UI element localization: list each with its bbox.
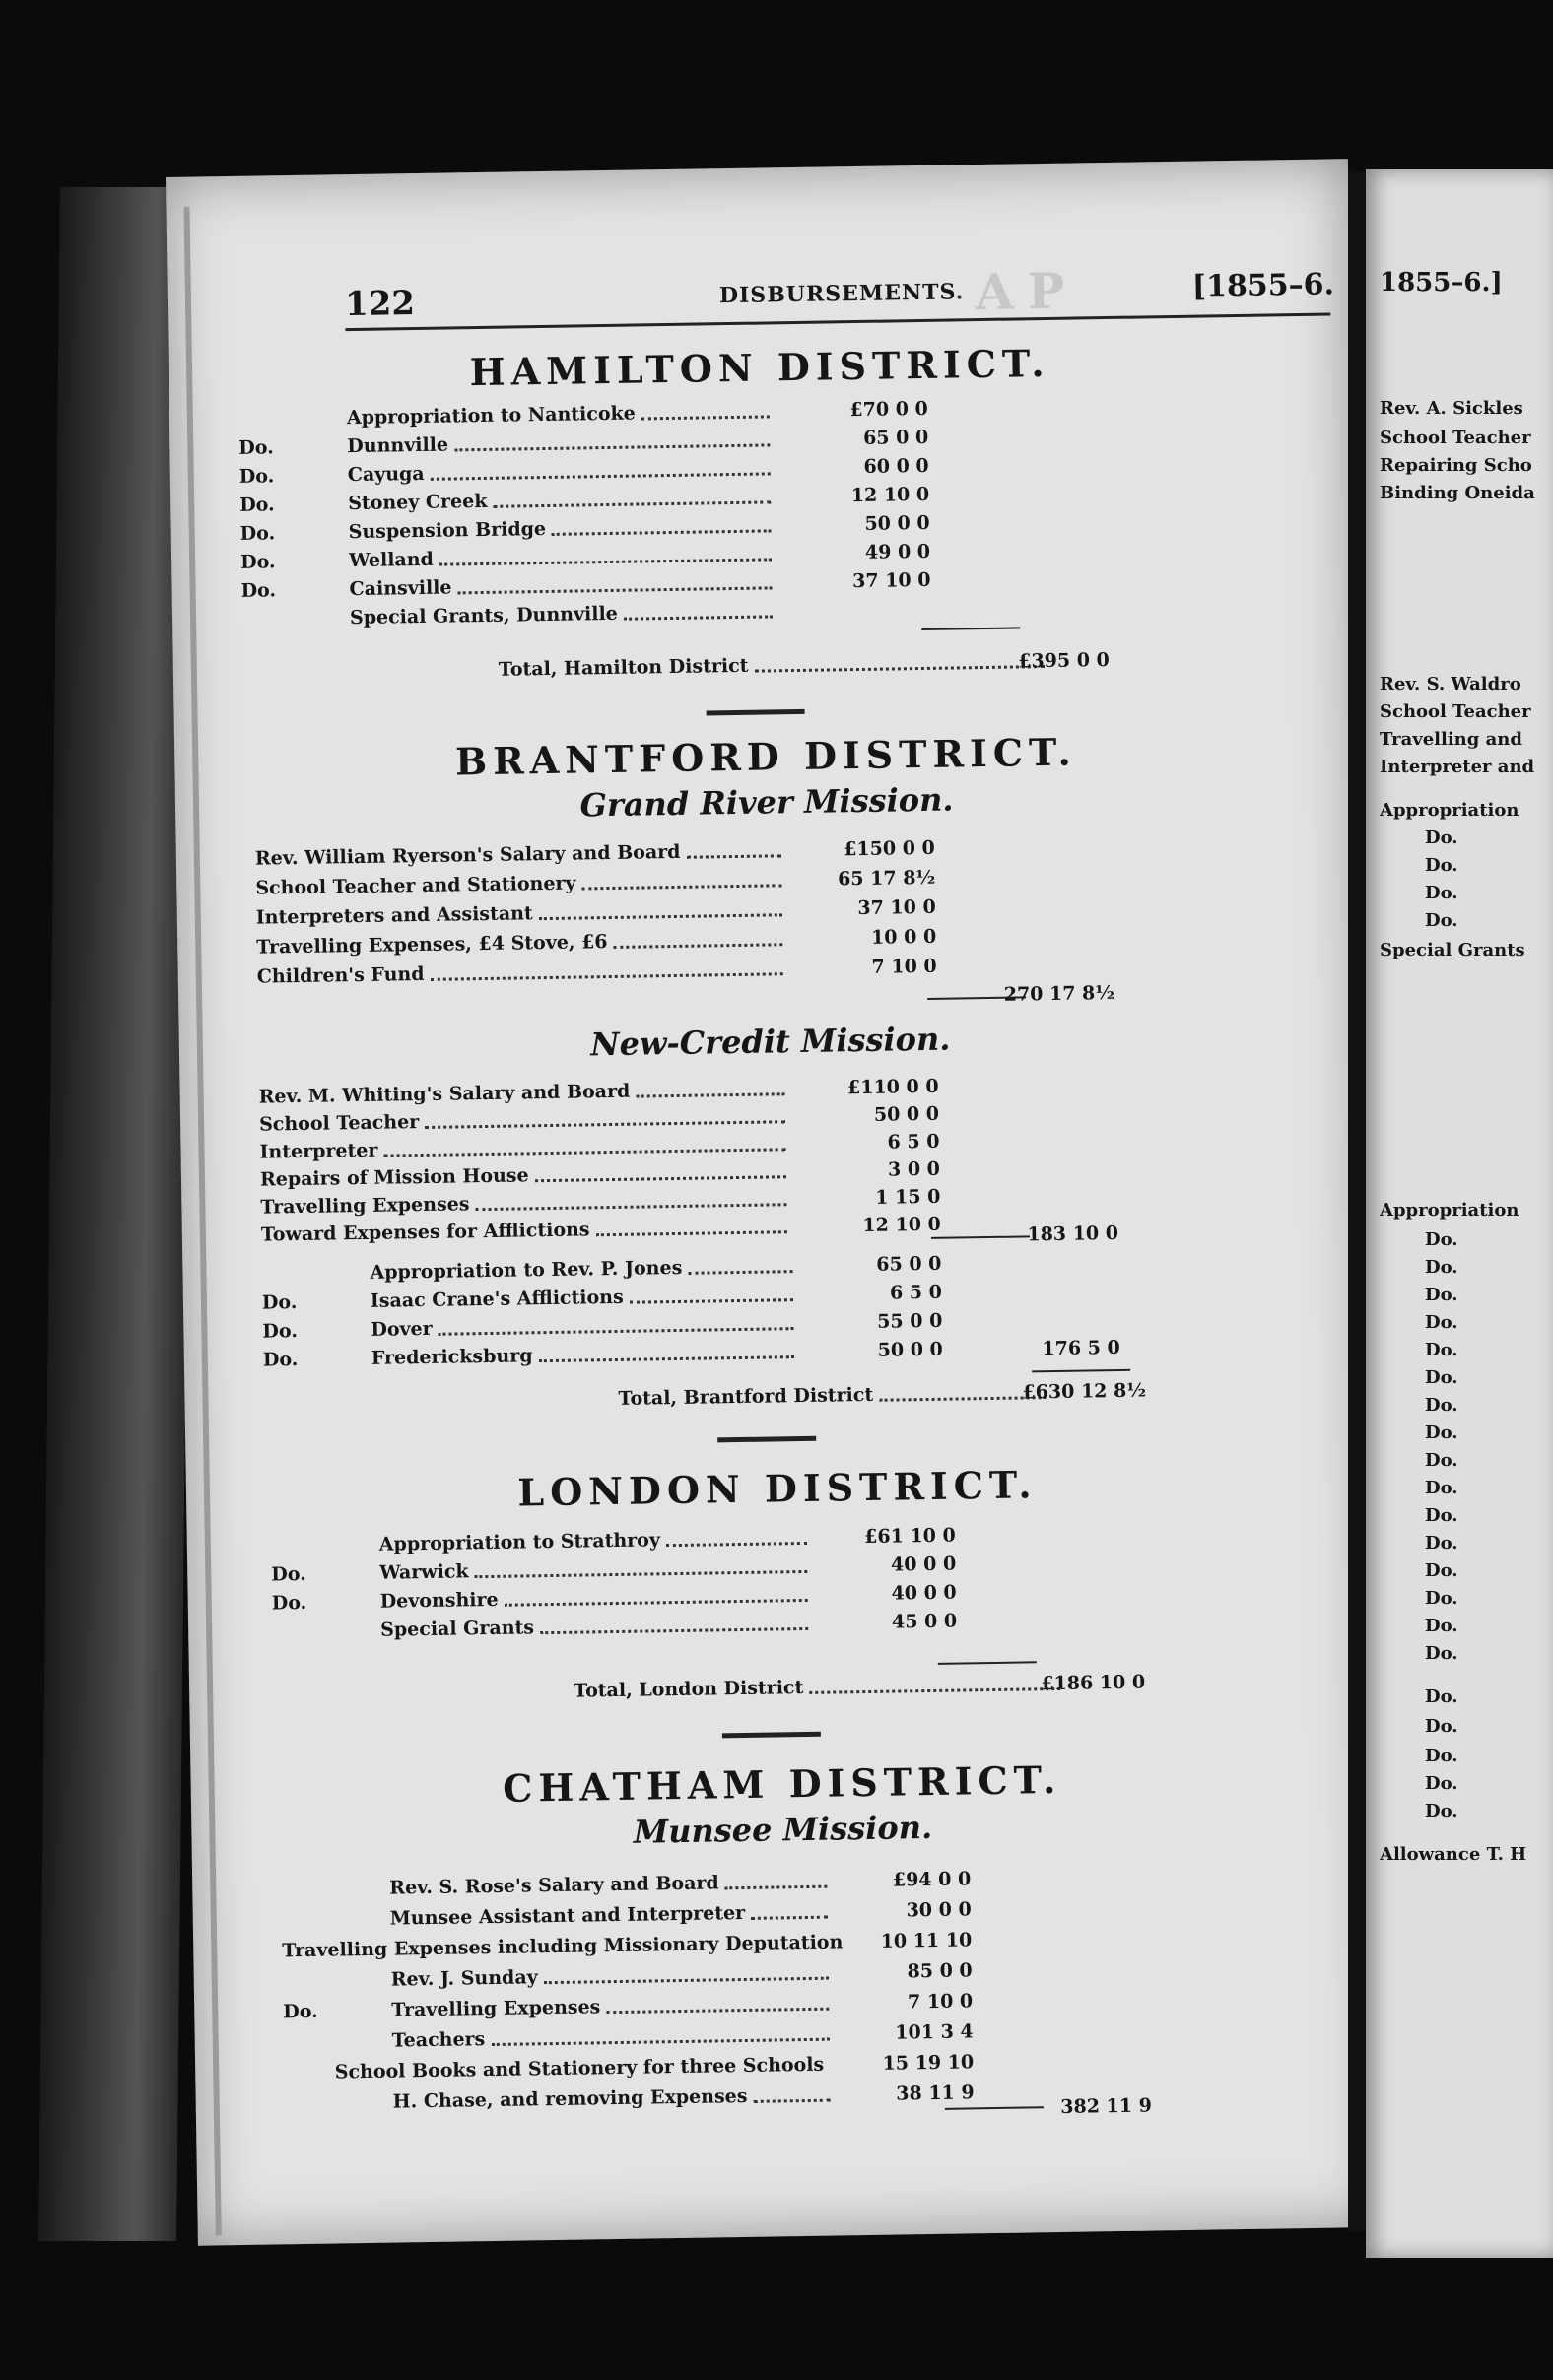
right-page-item: Do. bbox=[1425, 1257, 1458, 1278]
right-page-edge bbox=[1366, 169, 1553, 2258]
right-page-item: Do. bbox=[1425, 1801, 1458, 1821]
ledger-row-amount: 55 0 0 bbox=[877, 1309, 943, 1333]
right-page-item: Do. bbox=[1425, 827, 1458, 848]
new-credit-subtotal: 183 10 0 bbox=[1027, 1222, 1119, 1246]
right-page-item: Do. bbox=[1425, 1285, 1458, 1305]
ledger-row-amount: 12 10 0 bbox=[862, 1213, 941, 1237]
ledger-row-amount: 40 0 0 bbox=[891, 1581, 957, 1605]
page-number: 122 bbox=[344, 284, 416, 325]
ledger-row-label: Cainsville bbox=[349, 576, 452, 601]
ledger-row-label: Appropriation to Nanticoke bbox=[346, 402, 636, 430]
right-page-item: Do. bbox=[1425, 1422, 1458, 1443]
ledger-row-amount: 45 0 0 bbox=[891, 1610, 958, 1633]
leader-dots bbox=[491, 2037, 829, 2045]
ledger-row-amount: 37 10 0 bbox=[852, 568, 931, 593]
ledger-row-amount: 85 0 0 bbox=[907, 1959, 973, 1983]
ledger-row-amount: £110 0 0 bbox=[846, 1075, 939, 1099]
ledger-row-amount: £150 0 0 bbox=[844, 836, 935, 861]
ditto-mark bbox=[241, 618, 350, 620]
brantford-total-amount: £630 12 8½ bbox=[1022, 1379, 1147, 1404]
ditto-mark bbox=[284, 2041, 392, 2043]
right-page-item: Interpreter and bbox=[1380, 757, 1535, 777]
ditto-mark: Do. bbox=[271, 1591, 307, 1615]
leader-dots bbox=[688, 1270, 792, 1275]
grand-river-subtotal: 270 17 8½ bbox=[1003, 981, 1115, 1006]
ledger-row-label: Travelling Expenses, £4 Stove, £6 bbox=[256, 931, 608, 959]
leader-dots bbox=[606, 2007, 829, 2014]
ledger-row-amount: 30 0 0 bbox=[906, 1898, 972, 1922]
ledger-row-amount: 15 19 10 bbox=[882, 2051, 975, 2075]
ledger-row-label: Rev. William Ryerson's Salary and Board bbox=[254, 840, 681, 870]
ditto-mark bbox=[282, 1919, 390, 1921]
ledger-row-amount: 6 5 0 bbox=[887, 1130, 940, 1154]
ditto-mark: Do. bbox=[238, 465, 275, 488]
section-separator bbox=[707, 709, 805, 716]
leader-dots bbox=[552, 529, 772, 535]
ledger-row-label: Warwick bbox=[379, 1560, 469, 1584]
ledger-row-amount: 60 0 0 bbox=[863, 454, 929, 478]
ledger-row-label: Travelling Expenses including Missionary Deputation bbox=[282, 1931, 844, 1962]
leader-dots bbox=[725, 1884, 828, 1889]
right-page-item: Special Grants bbox=[1380, 940, 1525, 960]
leader-dots bbox=[431, 472, 771, 480]
ledger-row-label: Interpreters and Assistant bbox=[255, 902, 533, 929]
right-page-item: Travelling and bbox=[1380, 729, 1522, 750]
ledger-row-amount: 49 0 0 bbox=[864, 540, 931, 563]
right-page-item: Do. bbox=[1425, 1686, 1458, 1707]
ditto-mark bbox=[285, 2102, 393, 2104]
ledger-row-label: Fredericksburg bbox=[371, 1345, 533, 1369]
ledger-row-amount: 12 10 0 bbox=[850, 483, 930, 507]
ledger-row-amount: 65 17 8½ bbox=[837, 866, 936, 891]
right-page-item: Do. bbox=[1425, 1340, 1458, 1360]
right-page-item: Do. bbox=[1425, 910, 1458, 931]
hamilton-total-label: Total, Hamilton District bbox=[498, 654, 749, 681]
chatham-district-heading: CHATHAM DISTRICT. bbox=[502, 1756, 1062, 1811]
leader-dots bbox=[624, 615, 773, 620]
right-page-item: Do. bbox=[1425, 1312, 1458, 1333]
right-page-item: Do. bbox=[1425, 883, 1458, 903]
ditto-mark: Do. bbox=[239, 522, 276, 545]
ledger-row-amount: 101 3 4 bbox=[895, 2020, 974, 2044]
right-page-item: Binding Oneida bbox=[1380, 483, 1535, 503]
leader-dots bbox=[476, 1203, 787, 1211]
ledger-row-label: Special Grants, Dunnville bbox=[349, 602, 618, 629]
ledger-row-label: H. Chase, and removing Expenses bbox=[392, 2084, 748, 2113]
ledger-row-amount: £94 0 0 bbox=[892, 1868, 972, 1891]
ledger-row-label: Repairs of Mission House bbox=[259, 1164, 529, 1191]
section-separator bbox=[717, 1436, 816, 1443]
leader-dots bbox=[505, 1598, 808, 1606]
ledger-row-amount: 40 0 0 bbox=[890, 1553, 957, 1576]
leader-dots bbox=[475, 1569, 808, 1577]
right-page-item: Rev. S. Waldro bbox=[1380, 674, 1521, 694]
hamilton-rows bbox=[166, 159, 1348, 177]
hamilton-underline bbox=[921, 627, 1020, 630]
right-page-item: Do. bbox=[1425, 1746, 1458, 1766]
ledger-row-label: Cayuga bbox=[347, 462, 425, 487]
brantford-total-label: Total, Brantford District bbox=[618, 1383, 874, 1410]
leader-dots bbox=[454, 443, 770, 451]
leader-dots bbox=[539, 1355, 794, 1362]
leader-dots bbox=[539, 913, 782, 920]
right-page-year: 1855–6.] bbox=[1380, 268, 1503, 298]
right-page-item: Do. bbox=[1425, 855, 1458, 876]
ditto-mark: Do. bbox=[240, 579, 277, 602]
leader-dots bbox=[614, 943, 783, 949]
leader-dots bbox=[630, 1298, 793, 1304]
right-page-item: Do. bbox=[1425, 1229, 1458, 1250]
ledger-row-amount: 65 0 0 bbox=[862, 426, 929, 449]
ditto-mark: Do. bbox=[239, 551, 276, 573]
brantford-underline bbox=[1032, 1369, 1130, 1373]
ledger-row-label: Devonshire bbox=[379, 1588, 499, 1613]
ledger-row-amount: 1 15 0 bbox=[875, 1185, 941, 1209]
right-page-item: Do. bbox=[1425, 1716, 1458, 1737]
ditto-mark bbox=[284, 2073, 335, 2074]
ledger-row-label: Appropriation to Strathroy bbox=[378, 1529, 661, 1555]
leader-dots bbox=[596, 1230, 787, 1236]
page-gutter bbox=[1348, 172, 1366, 2231]
ditto-mark: Do. bbox=[262, 1320, 299, 1343]
ledger-row-label: Isaac Crane's Afflictions bbox=[370, 1286, 624, 1312]
ledger-row-amount: 10 0 0 bbox=[870, 925, 937, 949]
ledger-row-label: School Teacher and Stationery bbox=[255, 872, 576, 899]
leader-dots bbox=[493, 500, 771, 507]
running-header bbox=[168, 265, 1351, 333]
ditto-mark: Do. bbox=[239, 494, 275, 516]
new-credit-rows bbox=[166, 159, 1348, 177]
ledger-row-amount: 37 10 0 bbox=[857, 895, 936, 920]
ditto-mark: Do. bbox=[271, 1562, 306, 1586]
ditto-mark: Do. bbox=[238, 436, 274, 459]
right-page-item: School Teacher bbox=[1380, 428, 1531, 448]
ditto-mark bbox=[238, 418, 347, 420]
london-district-heading: LONDON DISTRICT. bbox=[517, 1462, 1038, 1515]
munsee-mission-heading: Munsee Mission. bbox=[633, 1808, 933, 1851]
ledger-row-label: Toward Expenses for Afflictions bbox=[260, 1219, 590, 1246]
ledger-row-label: Travelling Expenses bbox=[391, 1996, 601, 2021]
london-underline bbox=[938, 1661, 1037, 1665]
right-page-item: Do. bbox=[1425, 1505, 1458, 1526]
hamilton-district-heading: HAMILTON DISTRICT. bbox=[469, 340, 1050, 395]
ledger-row-label: Dunnville bbox=[347, 433, 449, 458]
brantford-district-heading: BRANTFORD DISTRICT. bbox=[454, 729, 1077, 784]
ditto-mark bbox=[272, 1630, 380, 1632]
london-rows bbox=[166, 159, 1348, 177]
leader-dots bbox=[425, 1120, 785, 1129]
munsee-rows bbox=[166, 159, 1348, 177]
ledger-row-amount: 50 0 0 bbox=[864, 511, 930, 535]
leader-dots bbox=[458, 586, 773, 594]
munsee-subtotal: 382 11 9 bbox=[1060, 2094, 1153, 2118]
leader-dots bbox=[535, 1175, 786, 1182]
ledger-row-amount: 7 10 0 bbox=[871, 955, 937, 978]
right-page-item: Repairing Scho bbox=[1380, 455, 1532, 476]
ledger-row-label: Appropriation to Rev. P. Jones bbox=[370, 1256, 683, 1284]
leader-dots bbox=[809, 1686, 1060, 1693]
ledger-row-label: Children's Fund bbox=[256, 962, 425, 988]
hamilton-total-amount: £395 0 0 bbox=[1018, 649, 1110, 673]
brantford-total-row bbox=[618, 1377, 1051, 1414]
appropriations-subtotal: 176 5 0 bbox=[1042, 1336, 1120, 1360]
ledger-row-label: Suspension Bridge bbox=[348, 517, 547, 544]
ledger-row-label: Travelling Expenses bbox=[260, 1193, 470, 1219]
ledger-row-label: Dover bbox=[371, 1317, 433, 1341]
leader-dots bbox=[582, 884, 782, 890]
leader-dots bbox=[439, 558, 772, 565]
ledger-row-label: Teachers bbox=[391, 2028, 486, 2052]
ledger-row-amount: 3 0 0 bbox=[887, 1157, 941, 1181]
right-page-item: Do. bbox=[1425, 1533, 1458, 1554]
appropriation-rows bbox=[166, 159, 1348, 177]
page-heading: DISBURSEMENTS. bbox=[718, 279, 965, 309]
leader-dots bbox=[666, 1541, 807, 1546]
ledger-row-label: Munsee Assistant and Interpreter bbox=[389, 1901, 746, 1930]
leader-dots bbox=[687, 854, 781, 859]
ledger-row-label: Stoney Creek bbox=[348, 490, 488, 515]
right-page-item: Do. bbox=[1425, 1588, 1458, 1609]
bleed-through-text: AP bbox=[975, 261, 1079, 322]
ledger-row-label: Interpreter bbox=[259, 1139, 378, 1163]
ledger-row-label: School Teacher bbox=[258, 1111, 420, 1136]
london-total-label: Total, London District bbox=[574, 1677, 804, 1702]
leader-dots bbox=[540, 1626, 808, 1633]
london-total-amount: £186 10 0 bbox=[1041, 1671, 1146, 1695]
ledger-row-label: Rev. S. Rose's Salary and Board bbox=[389, 1872, 719, 1899]
ledger-row-amount: 65 0 0 bbox=[876, 1252, 942, 1276]
ledger-row-amount: 50 0 0 bbox=[873, 1102, 940, 1126]
right-page-item: Do. bbox=[1425, 1478, 1458, 1498]
leader-dots bbox=[431, 972, 783, 981]
leader-dots bbox=[879, 1396, 1046, 1402]
right-page-item: School Teacher bbox=[1380, 701, 1531, 722]
ledger-row-amount: 7 10 0 bbox=[907, 1990, 974, 2014]
new-credit-mission-heading: New-Credit Mission. bbox=[590, 1020, 951, 1064]
section-separator bbox=[722, 1732, 821, 1739]
ditto-mark bbox=[262, 1273, 371, 1275]
ditto-mark: Do. bbox=[262, 1349, 299, 1371]
right-page-item: Do. bbox=[1425, 1450, 1458, 1471]
right-page-item: Do. bbox=[1425, 1773, 1458, 1794]
ledger-row-label: Rev. J. Sunday bbox=[390, 1966, 538, 1991]
ledger-row-label: Rev. M. Whiting's Salary and Board bbox=[258, 1080, 631, 1108]
ditto-mark bbox=[271, 1545, 379, 1547]
ditto-mark bbox=[283, 1980, 391, 1982]
grand-river-rows bbox=[166, 159, 1348, 177]
leader-dots bbox=[544, 1976, 829, 1984]
leader-dots bbox=[636, 1092, 784, 1097]
hamilton-total-row bbox=[499, 646, 1050, 685]
ditto-mark bbox=[281, 1888, 389, 1890]
right-page-item: Appropriation bbox=[1380, 800, 1519, 821]
ledger-row-amount: 38 11 9 bbox=[896, 2082, 975, 2105]
grand-river-mission-heading: Grand River Mission. bbox=[579, 780, 954, 825]
ledger-row-amount: £70 0 0 bbox=[849, 397, 928, 422]
leader-dots bbox=[641, 415, 770, 420]
ledger-row-amount: 50 0 0 bbox=[877, 1338, 943, 1361]
ditto-mark: Do. bbox=[283, 2000, 318, 2023]
ledger-row-amount: 10 11 10 bbox=[880, 1929, 973, 1952]
ditto-mark: Do. bbox=[261, 1291, 298, 1314]
right-page-item: Appropriation bbox=[1380, 1200, 1519, 1221]
right-page-item: Do. bbox=[1425, 1367, 1458, 1388]
ledger-row-amount: 6 5 0 bbox=[889, 1281, 943, 1304]
ledger-row-label: School Books and Stationery for three Schools bbox=[334, 2053, 825, 2083]
leader-dots bbox=[439, 1327, 794, 1336]
right-page-item: Allowance T. H bbox=[1380, 1844, 1527, 1865]
right-page-item: Do. bbox=[1425, 1616, 1458, 1636]
right-page-item: Do. bbox=[1425, 1643, 1458, 1664]
left-page bbox=[166, 159, 1381, 2246]
right-page-item: Do. bbox=[1425, 1395, 1458, 1416]
london-total-row bbox=[574, 1669, 1066, 1706]
right-page-item: Rev. A. Sickles bbox=[1380, 398, 1523, 419]
right-page-item: Do. bbox=[1425, 1560, 1458, 1581]
header-rule bbox=[345, 312, 1330, 331]
ledger-row-label: Special Grants bbox=[380, 1617, 535, 1641]
page-year: [1855–6. bbox=[1191, 267, 1335, 304]
ledger-row-label: Welland bbox=[348, 548, 435, 572]
leader-dots bbox=[383, 1148, 785, 1157]
ledger-row-amount: £61 10 0 bbox=[864, 1524, 956, 1549]
